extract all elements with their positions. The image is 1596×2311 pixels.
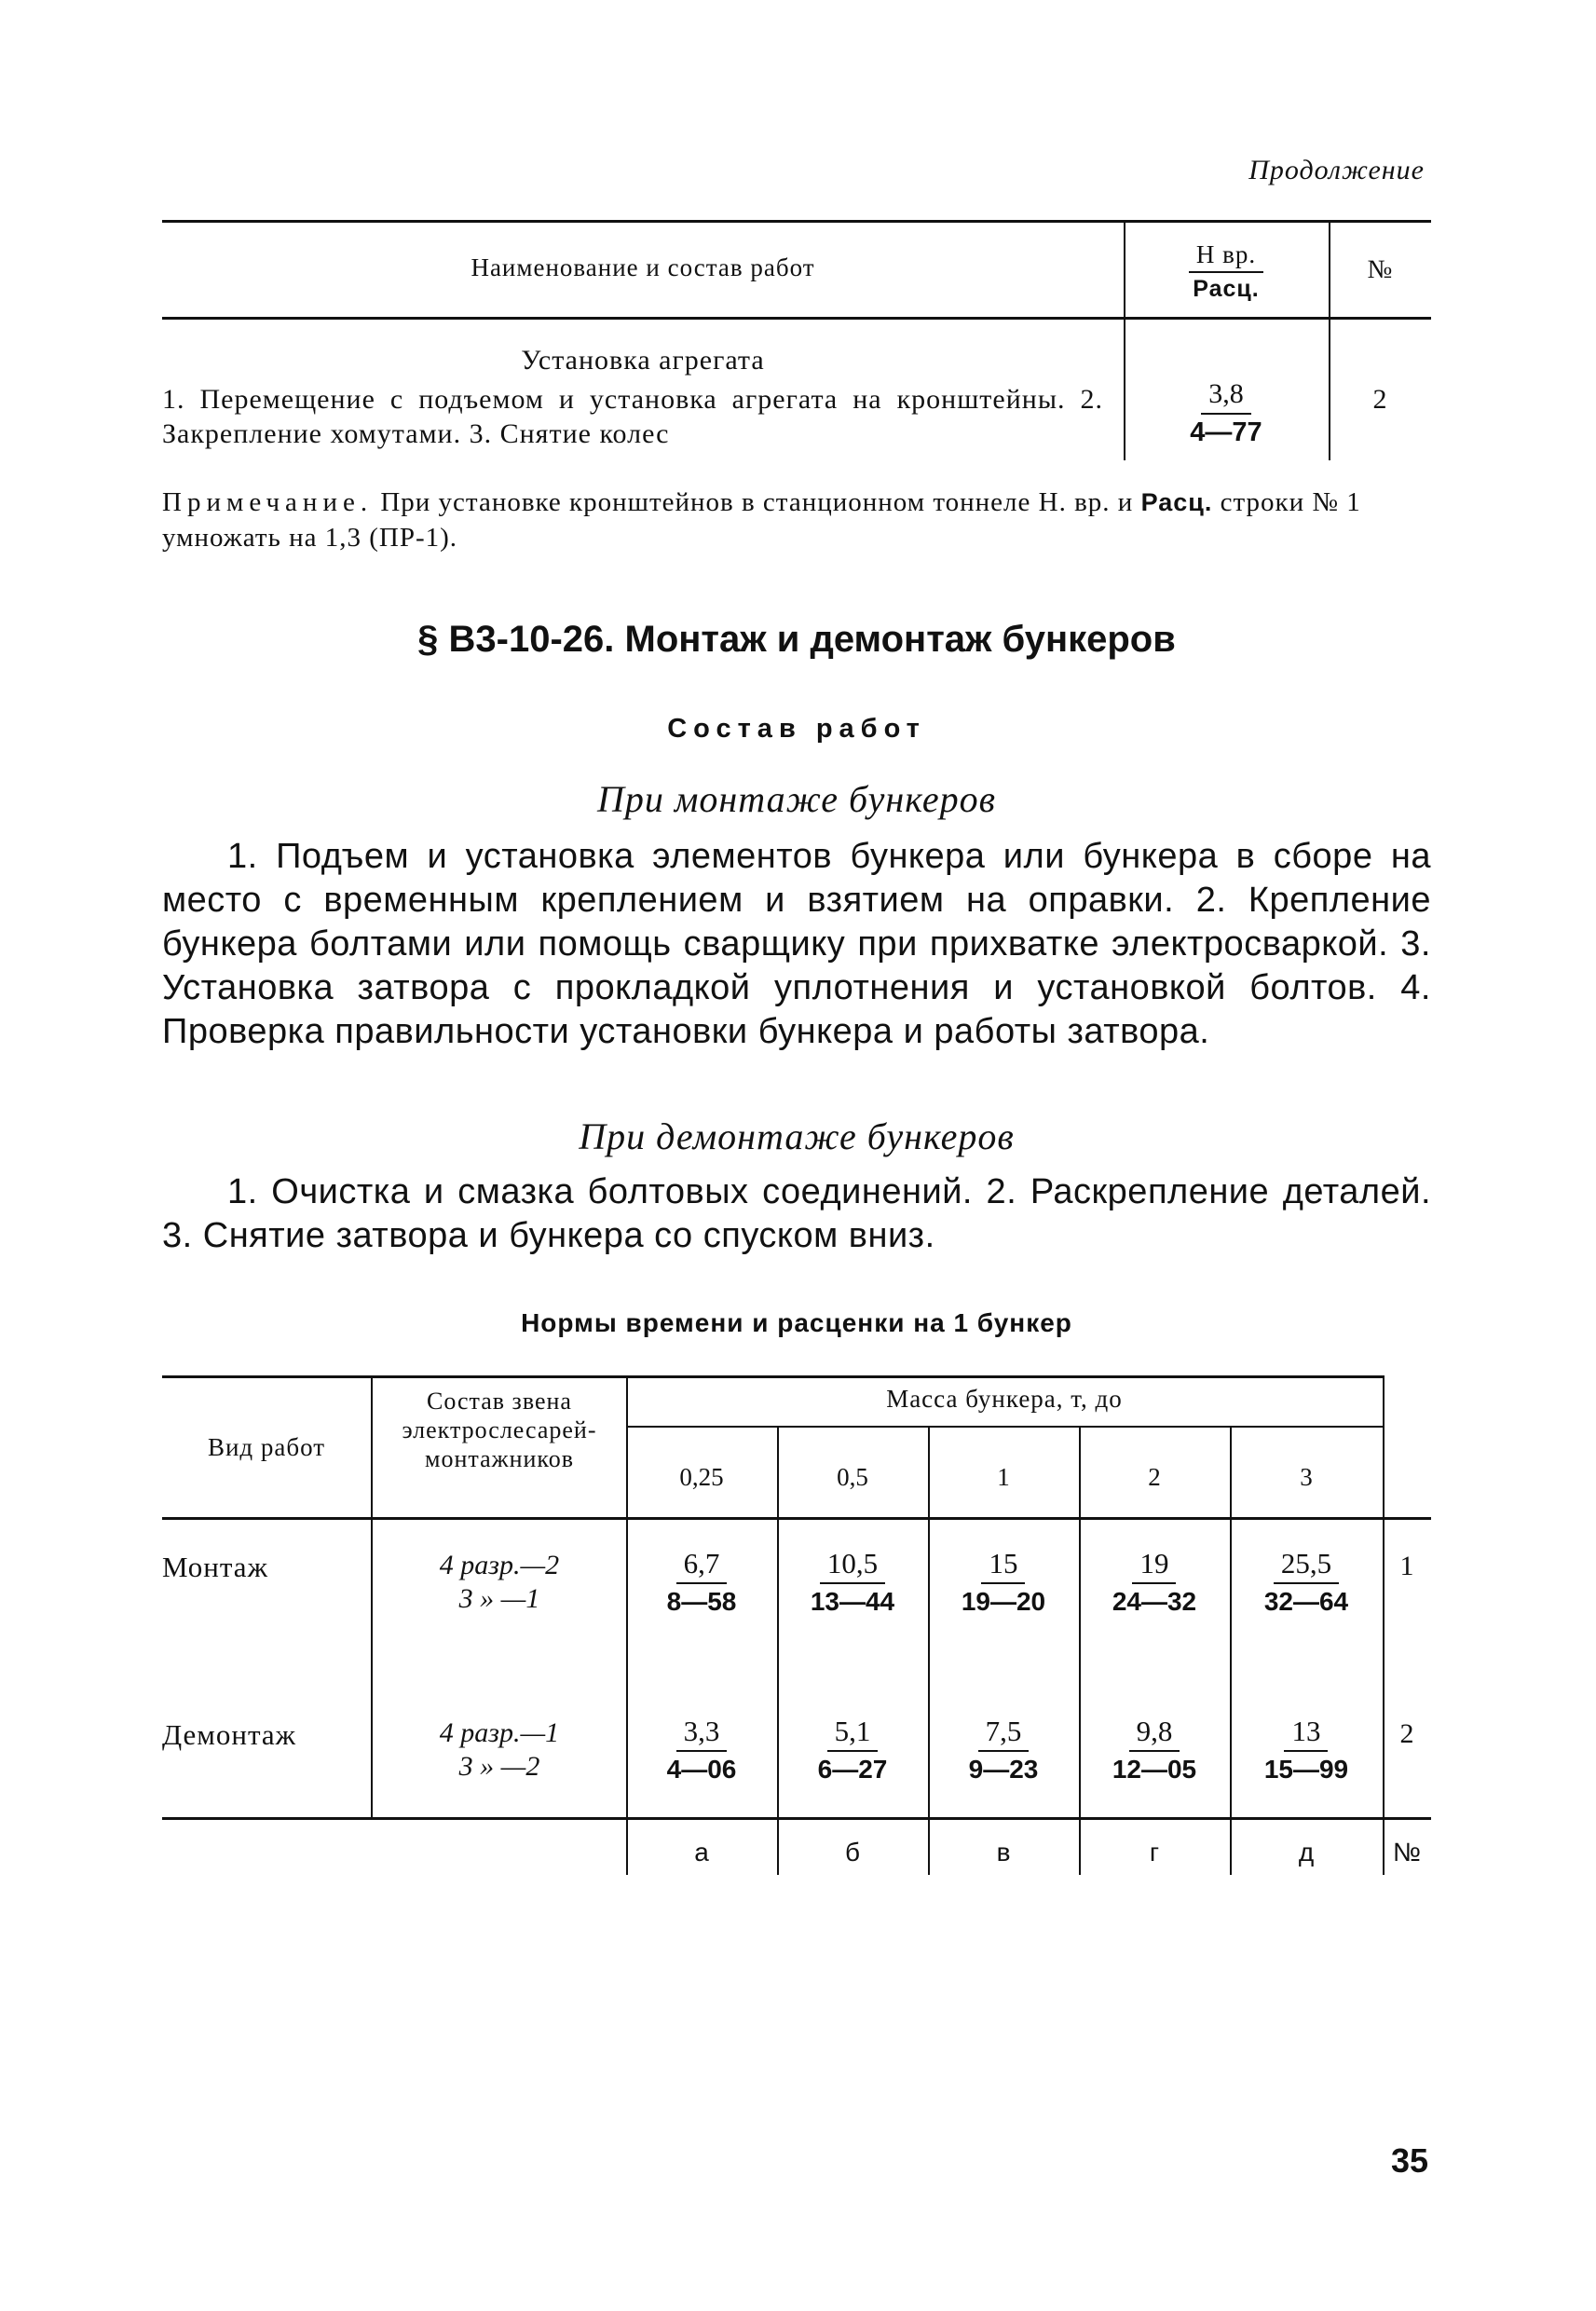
mounting-heading: При монтаже бункеров <box>596 778 997 820</box>
rate: 6—27 <box>817 1754 888 1784</box>
header-norm-time: Н вр. <box>1189 240 1263 273</box>
rate: 32—64 <box>1263 1586 1349 1616</box>
note-text-1: При установке кронштейнов в станционном тоннеле Н. вр. и <box>373 487 1141 517</box>
column-divider <box>777 1426 779 1875</box>
crew-line: 3 » —1 <box>458 1583 540 1614</box>
section-title: § В3-10-26. Монтаж и демонтаж бункеров <box>417 619 1176 660</box>
header-rate: Расц. <box>1193 276 1260 303</box>
column-letter: д <box>1298 1838 1315 1867</box>
crew-line: 4 разр.—1 <box>439 1717 560 1748</box>
table-rule <box>626 1426 1383 1428</box>
note-bold: Расц. <box>1140 488 1213 516</box>
rate: 4—06 <box>666 1754 737 1784</box>
header-crew: Состав звена электрослесарей-монтажников <box>402 1388 597 1472</box>
row-norm-rate <box>1124 378 1329 448</box>
rate: 19—20 <box>961 1586 1046 1616</box>
row-crew <box>373 1549 626 1616</box>
header-mass-column: 0,25 <box>679 1463 724 1491</box>
table-cell <box>1230 1715 1383 1785</box>
rate: 13—44 <box>810 1586 895 1616</box>
dismounting-heading: При демонтаже бункеров <box>579 1115 1015 1157</box>
crew-line: 3 » —2 <box>458 1751 540 1782</box>
note-text-2: строки № 1 умножать на 1,3 (ПР-1). <box>162 487 1361 553</box>
norm-time: 6,7 <box>676 1547 728 1584</box>
table-rule <box>162 220 1431 223</box>
column-divider <box>1383 1375 1385 1875</box>
table-rule <box>162 1817 1431 1820</box>
work-table-continued <box>162 220 1431 460</box>
rate: 12—05 <box>1112 1754 1197 1784</box>
norm-time: 5,1 <box>827 1715 879 1752</box>
row-description: 1. Перемещение с подъемом и установка агрегата на кронштейны. 2. Закрепление хомутами. 3. Снятие колес <box>162 384 1103 449</box>
composition-heading: Состав работ <box>667 714 926 744</box>
row-rate: 4—77 <box>1190 417 1262 447</box>
note <box>162 485 1431 555</box>
header-mass-column: 0,5 <box>837 1463 868 1491</box>
rate: 15—99 <box>1263 1754 1349 1784</box>
table-cell <box>928 1547 1079 1617</box>
table-cell <box>1079 1547 1230 1617</box>
table-cell <box>1079 1715 1230 1785</box>
header-work-kind: Вид работ <box>207 1433 326 1461</box>
crew-line: 4 разр.—2 <box>439 1550 560 1580</box>
column-divider <box>1230 1426 1232 1875</box>
table-cell <box>928 1715 1079 1785</box>
rate: 9—23 <box>968 1754 1039 1784</box>
header-number: № <box>1367 255 1393 284</box>
dismounting-text: 1. Очистка и смазка болтовых соединений. 2. Раскрепление деталей. 3. Снятие затвора и бункера со спуском вниз. <box>162 1172 1431 1255</box>
continuation-label: Продолжение <box>1248 155 1425 185</box>
row-norm-time: 3,8 <box>1201 378 1251 415</box>
column-letter: г <box>1149 1838 1160 1867</box>
table-cell <box>777 1715 928 1785</box>
mounting-text: 1. Подъем и установка элементов бункера или бункера в сборе на место с временным креплением и взятием на оправки. 2. Крепление бункера болтами или помощь сварщику при прихватке электросваркой. 3. Установка затвора с прокладкой уплотнения и установкой болтов. 4. Проверка правильности установки бункера и работы затвора. <box>162 837 1431 1051</box>
row-number: 2 <box>1399 1718 1414 1749</box>
norms-table <box>162 1375 1431 1875</box>
note-label: Примечание. <box>162 487 374 517</box>
row-number: 2 <box>1372 384 1387 415</box>
column-divider <box>928 1426 930 1875</box>
norm-time: 13 <box>1284 1715 1328 1752</box>
page-number: 35 <box>1390 2141 1428 2180</box>
header-norm-rate <box>1124 240 1329 303</box>
rate: 24—32 <box>1112 1586 1197 1616</box>
header-work-name: Наименование и состав работ <box>471 253 815 281</box>
table-cell <box>626 1547 777 1617</box>
norm-time: 9,8 <box>1129 1715 1180 1752</box>
norm-time: 25,5 <box>1274 1547 1339 1584</box>
norm-time: 15 <box>981 1547 1025 1584</box>
row-kind-dismounting: Демонтаж <box>162 1718 297 1751</box>
norm-time: 3,3 <box>676 1715 728 1752</box>
row-title: Установка агрегата <box>521 345 765 376</box>
header-mass-column: 1 <box>997 1463 1010 1491</box>
table-rule <box>162 1375 1383 1378</box>
table-cell <box>777 1547 928 1617</box>
rate: 8—58 <box>666 1586 737 1616</box>
row-kind-mounting: Монтаж <box>162 1551 268 1583</box>
footer-number-label: № <box>1392 1838 1422 1867</box>
row-number: 1 <box>1399 1551 1414 1581</box>
norm-time: 7,5 <box>978 1715 1030 1752</box>
header-mass-column: 3 <box>1300 1463 1313 1491</box>
norm-time: 10,5 <box>820 1547 885 1584</box>
column-letter: в <box>996 1838 1011 1867</box>
column-divider <box>1079 1426 1081 1875</box>
table-rule <box>162 1517 1431 1520</box>
table-cell <box>626 1715 777 1785</box>
column-letter: б <box>844 1838 861 1867</box>
row-crew <box>373 1716 626 1784</box>
table-cell <box>1230 1547 1383 1617</box>
norms-table-title: Нормы времени и расценки на 1 бункер <box>521 1308 1072 1337</box>
header-mass: Масса бункера, т, до <box>886 1385 1123 1413</box>
norm-time: 19 <box>1132 1547 1176 1584</box>
header-mass-column: 2 <box>1148 1463 1161 1491</box>
table-rule <box>162 317 1431 320</box>
column-divider <box>626 1375 628 1875</box>
column-letter: а <box>694 1838 709 1867</box>
